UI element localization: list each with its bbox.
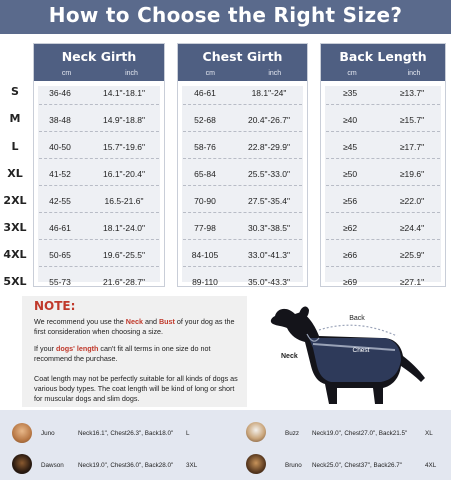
back-cm-cell: ≥35: [342, 88, 358, 98]
neck-units-row: [34, 69, 164, 81]
note-paragraph-2: [34, 344, 239, 364]
note-text: can't fit all terms in one size do not recommend the purchase.: [34, 344, 211, 363]
dog-measurement-diagram: [265, 296, 435, 414]
neck-girth-header: Neck Girth: [34, 44, 164, 69]
size-label: S: [11, 85, 19, 98]
dog-measurements: Neck25.0", Chest37", Back26.7": [312, 462, 403, 469]
chest-cm-cell: 52-68: [194, 115, 216, 125]
row-divider: [183, 104, 302, 105]
neck-cm-cell: 36-46: [49, 88, 71, 98]
chest-inch-cell: 22.8"-29.9": [248, 142, 290, 152]
back-inch-cell: ≥15.7": [399, 115, 425, 125]
back-inch-cell: ≥13.7": [399, 88, 425, 98]
row-divider: [39, 185, 159, 186]
neck-inch-cell: 18.1"-24.0": [103, 223, 145, 233]
row-divider: [39, 131, 159, 132]
chest-cm-cell: 46-61: [194, 88, 216, 98]
dog-name: Buzz: [285, 430, 299, 437]
neck-inch-cell: 14.1"-18.1": [103, 88, 145, 98]
row-divider: [326, 212, 440, 213]
unit-cm: cm: [347, 70, 357, 77]
chest-inch-cell: 18.1"-24": [251, 88, 287, 98]
row-divider: [326, 131, 440, 132]
row-divider: [183, 239, 302, 240]
neck-inch-cell: 16.1"-20.4": [103, 169, 145, 179]
note-text: If your: [34, 344, 56, 353]
note-text: and: [142, 317, 159, 326]
diagram-label-chest: Chest: [352, 347, 370, 354]
back-cm-cell: ≥56: [342, 196, 358, 206]
row-divider: [183, 266, 302, 267]
back-inch-cell: ≥17.7": [399, 142, 425, 152]
size-label: 3XL: [3, 221, 27, 234]
row-divider: [326, 104, 440, 105]
back-inch-cell: ≥24.4": [399, 223, 425, 233]
page-title: How to Choose the Right Size?: [48, 3, 403, 27]
size-label: M: [9, 112, 21, 125]
dog-name: Bruno: [285, 462, 302, 469]
row-divider: [39, 104, 159, 105]
unit-cm: cm: [61, 70, 72, 77]
note-highlight-neck: Neck: [125, 317, 143, 326]
chest-inch-cell: 30.3"-38.5": [248, 223, 290, 233]
back-cm-cell: ≥50: [342, 169, 358, 179]
neck-cm-cell: 55-73: [49, 277, 71, 287]
chest-inch-cell: 25.5"-33.0": [248, 169, 290, 179]
chest-units-row: [178, 69, 307, 81]
neck-inch-cell: 16.5-21.6": [104, 196, 144, 206]
neck-cm-cell: 50-65: [49, 250, 71, 260]
dog-size: 4XL: [425, 462, 437, 469]
back-inch-cell: ≥25.9": [399, 250, 425, 260]
dog-size: XL: [425, 430, 433, 437]
note-text: We recommend you use the: [34, 317, 126, 326]
back-cm-cell: ≥45: [342, 142, 358, 152]
example-dogs-strip: [0, 410, 451, 480]
back-cm-cell: ≥62: [342, 223, 358, 233]
unit-cm: cm: [205, 70, 215, 77]
unit-inch: inch: [125, 70, 138, 77]
size-label: 4XL: [3, 248, 27, 261]
row-divider: [183, 158, 302, 159]
title-banner: [0, 0, 451, 34]
row-divider: [326, 158, 440, 159]
neck-cm-cell: 40-50: [49, 142, 71, 152]
row-divider: [39, 266, 159, 267]
size-label: 5XL: [3, 275, 27, 288]
dog-measurements: Neck19.0", Chest36.0", Back28.0": [78, 462, 174, 469]
dog-name: Juno: [41, 430, 55, 437]
dog-avatar: [12, 454, 32, 474]
chest-cm-cell: 84-105: [191, 250, 219, 260]
size-label: L: [11, 140, 19, 153]
dog-measurements: Neck16.1", Chest26.3", Back18.0": [78, 430, 174, 437]
note-paragraph-3: Coat length may not be perfectly suitable for all kinds of dogs as various body types. The coat length will be kind of long or short for muscular dogs and slim dogs.: [34, 374, 238, 403]
neck-cm-cell: 41-52: [49, 169, 71, 179]
row-divider: [326, 266, 440, 267]
dog-avatar: [12, 423, 32, 443]
chest-cm-cell: 58-76: [194, 142, 216, 152]
back-inch-cell: ≥27.1": [399, 277, 425, 287]
row-divider: [39, 239, 159, 240]
row-divider: [183, 185, 302, 186]
chest-cm-cell: 89-110: [192, 277, 218, 287]
chest-girth-header: Chest Girth: [178, 44, 307, 69]
back-inch-cell: ≥19.6": [399, 169, 425, 179]
unit-inch: inch: [268, 70, 282, 77]
neck-inch-cell: 21.6"-28.7": [103, 277, 145, 287]
row-divider: [39, 212, 159, 213]
back-length-header: Back Length: [321, 44, 445, 69]
dog-size: L: [186, 430, 190, 437]
dog-avatar: [246, 422, 266, 442]
chest-cm-cell: 77-98: [194, 223, 216, 233]
chest-inch-cell: 33.0"-41.3": [248, 250, 290, 260]
chest-inch-cell: 27.5"-35.4": [248, 196, 290, 206]
neck-inch-cell: 19.6"-25.5": [103, 250, 145, 260]
unit-inch: inch: [407, 70, 421, 77]
chest-cm-cell: 70-90: [194, 196, 216, 206]
row-divider: [326, 239, 440, 240]
back-inch-cell: ≥22.0": [399, 196, 425, 206]
chest-inch-cell: 35.0"-43.3": [248, 277, 290, 287]
size-label: XL: [7, 167, 23, 180]
back-cm-cell: ≥40: [342, 115, 358, 125]
row-divider: [183, 131, 302, 132]
chest-cm-cell: 65-84: [194, 169, 216, 179]
neck-cm-cell: 38-48: [49, 115, 71, 125]
neck-cm-cell: 46-61: [49, 223, 71, 233]
back-measure-line: [319, 325, 397, 336]
row-divider: [39, 158, 159, 159]
chest-inch-cell: 20.4"-26.7": [248, 115, 290, 125]
note-highlight-bust: Bust: [158, 317, 175, 326]
note-paragraph-1: [34, 317, 239, 337]
diagram-label-neck: Neck: [281, 353, 298, 360]
back-cm-cell: ≥69: [342, 277, 358, 287]
diagram-label-back: Back: [349, 315, 365, 322]
row-divider: [183, 212, 302, 213]
size-label: 2XL: [3, 194, 27, 207]
note-highlight-length: dogs' length: [55, 344, 99, 353]
note-title: NOTE:: [34, 299, 76, 313]
row-divider: [326, 185, 440, 186]
neck-inch-cell: 15.7"-19.6": [103, 142, 145, 152]
neck-cm-cell: 42-55: [49, 196, 71, 206]
dog-measurements: Neck19.0", Chest27.0", Back21.5": [312, 430, 408, 437]
back-cm-cell: ≥66: [342, 250, 358, 260]
dog-name: Dawson: [41, 462, 64, 469]
dog-avatar: [246, 454, 266, 474]
neck-inch-cell: 14.9"-18.8": [103, 115, 145, 125]
dog-size: 3XL: [186, 462, 198, 469]
note-text: of your dog as the first consideration when choosing a size.: [34, 317, 235, 336]
back-units-row: [321, 69, 445, 81]
